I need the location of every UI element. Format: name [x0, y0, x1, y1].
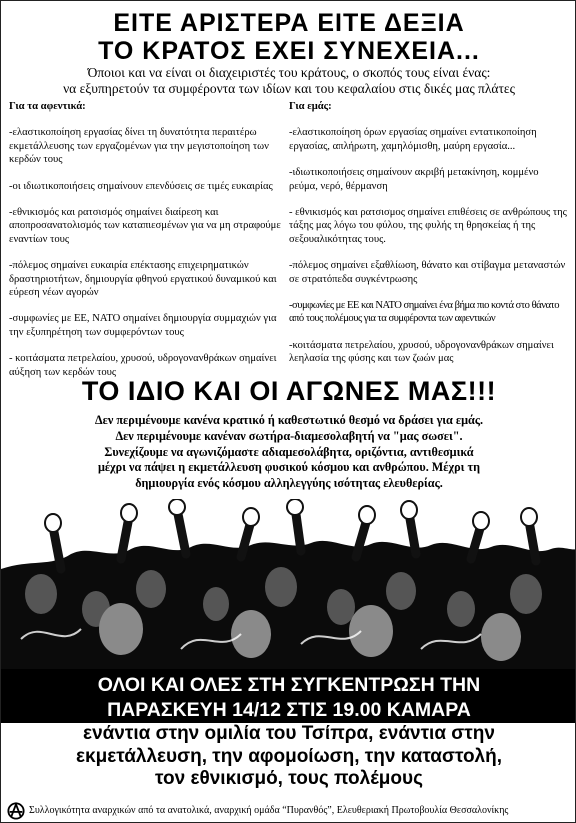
against-line: εκμετάλλευση, την αφομοίωση, την καταστολή,	[76, 745, 502, 767]
us-item: - εθνικισμός και ρατσισμος σημαίνει επιθέσεις σε ανθρώπους της τάξης μας λόγω του φύλου, της φυλής τη θρησκείας ή της σεξουαλικότητας τους.	[289, 207, 567, 245]
bosses-item: -συμφωνίες με ΕΕ, ΝΑΤΟ σημαίνει δημιουργία συμμαχιών για την εξυπηρέτηση των συμφερόντων τους	[9, 313, 277, 338]
banner-line-2: ΠΑΡΑΣΚΕΥΗ 14/12 ΣΤΙΣ 19.00 ΚΑΜΑΡΑ	[107, 699, 471, 721]
us-item: -ελαστικοποίηση όρων εργασίας σημαίνει εντατικοποίηση εργασίας, απλήρωτη, χαμηλόμισθη, μαύρη εργασία...	[289, 127, 537, 152]
manifesto	[41, 413, 537, 492]
us-item: -συμφωνίες με ΕΕ και ΝΑΤΟ σημαίνει ένα βήμα πιο κοντά στο θάνατο από τους πολέμους για τα συμφέροντα των αφεντικών	[289, 300, 560, 325]
us-column	[289, 100, 569, 366]
manifesto-line: δημιουργία ενός κόσμου αλληλεγγύης ισότητας ελευθερίας.	[135, 476, 443, 491]
us-item: -κοιτάσματα πετρελαίου, χρυσού, υδρογονανθράκων σημαίνει λεηλασία της φύσης και των ζωών μας	[289, 339, 554, 365]
manifesto-line: Συνεχίζουμε να αγωνιζόμαστε αδιαμεσολάβητα, οριζόντια, αντιθεσμικά	[104, 444, 474, 459]
bosses-item: -οι ιδιωτικοποιήσεις σημαίνουν επενδύσεις σε τιμές ευκαιρίας	[9, 180, 273, 192]
footer-signatories: Συλλογικότητα αναρχικών από τα ανατολικά, αναρχική ομάδα “Πυρανθός”, Ελευθεριακή Πρωτοβουλία Θεσσαλονίκης	[29, 805, 509, 816]
title-line-2: ΤΟ ΚΡΑΤΟΣ ΕΧΕΙ ΣΥΝΕΧΕΙΑ...	[98, 37, 480, 65]
against-line: τον εθνικισμό, τους πολέμους	[155, 768, 423, 789]
us-heading: Για εμάς:	[289, 101, 332, 112]
against-line: ενάντια στην ομιλία του Τσίπρα, ενάντια στην	[83, 723, 495, 744]
manifesto-line: Δεν περιμένουμε κανένα κρατικό ή καθεστωτικό θεσμό να δράσει για εμάς.	[94, 413, 484, 427]
intro-line-2: να εξυπηρετούν τα συμφέροντα των ιδίων και του κεφαλαίου στις δικές μας πλάτες	[63, 81, 515, 96]
slogan: ΤΟ ΙΔΙΟ ΚΑΙ ΟΙ ΑΓΩΝΕΣ ΜΑΣ!!!	[81, 376, 497, 406]
title-line-1: ΕΙΤΕ ΑΡΙΣΤΕΡΑ ΕΙΤΕ ΔΕΞΙΑ	[113, 9, 465, 37]
bosses-heading: Για τα αφεντικά:	[9, 101, 86, 112]
manifesto-line: Δεν περιμένουμε κανέναν σωτήρα-διαμεσολαβητή να "μας σωσει".	[115, 428, 463, 443]
against-text	[1, 723, 576, 791]
bosses-column	[9, 100, 281, 379]
bosses-item: -πόλεμος σημαίνει ευκαιρία επέκτασης επιχειρηματικών δραστηριοτήτων, δημιουργία φθηνού εργατικού δυναμικού και εύρεση νέων αγορών	[9, 260, 277, 299]
intro-line-1: Όποιοι και να είναι οι διαχειριστές του κράτους, ο σκοπός τους είναι ένας:	[87, 65, 491, 80]
manifesto-line: μέχρι να πάψει η εκμετάλλευση φυσικού κόσμου και ανθρώπου. Μέχρι τη	[97, 460, 481, 475]
bosses-item: -ελαστικοποίηση εργασίας δίνει τη δυνατότητα περαιτέρω εκμετάλλευσης των εργαζομένων για την μεγιστοποίηση των κερδών τους	[9, 127, 269, 166]
banner-line-1: ΟΛΟΙ ΚΑΙ ΟΛΕΣ ΣΤΗ ΣΥΓΚΕΝΤΡΩΣΗ ΤΗΝ	[97, 674, 481, 696]
bosses-item: -εθνικισμός και ρατσισμός σημαίνει διαίρεση και αποπροσανατολισμός των καταπιεσμένων για να μη στραφούμε εναντίων τους	[9, 207, 281, 245]
anarchy-symbol-icon	[7, 802, 25, 820]
crowd-raised-fists-illustration	[1, 499, 576, 671]
us-item: -πόλεμος σημαίνει εξαθλίωση, θάνατο και στίβαγμα μεταναστών σε στρατόπεδα συγκέντρωσης	[289, 260, 566, 285]
footer	[1, 801, 576, 823]
us-item: -ιδιωτικοποιήσεις σημαίνουν ακριβή μετακίνηση, κομμένο ρεύμα, νερό, θέρμανση	[289, 167, 539, 192]
event-banner	[1, 669, 576, 723]
bosses-item: - κοιτάσματα πετρελαίου, χρυσού, υδρογονανθράκων σημαίνει αύξηση των κερδών τους	[9, 353, 277, 378]
